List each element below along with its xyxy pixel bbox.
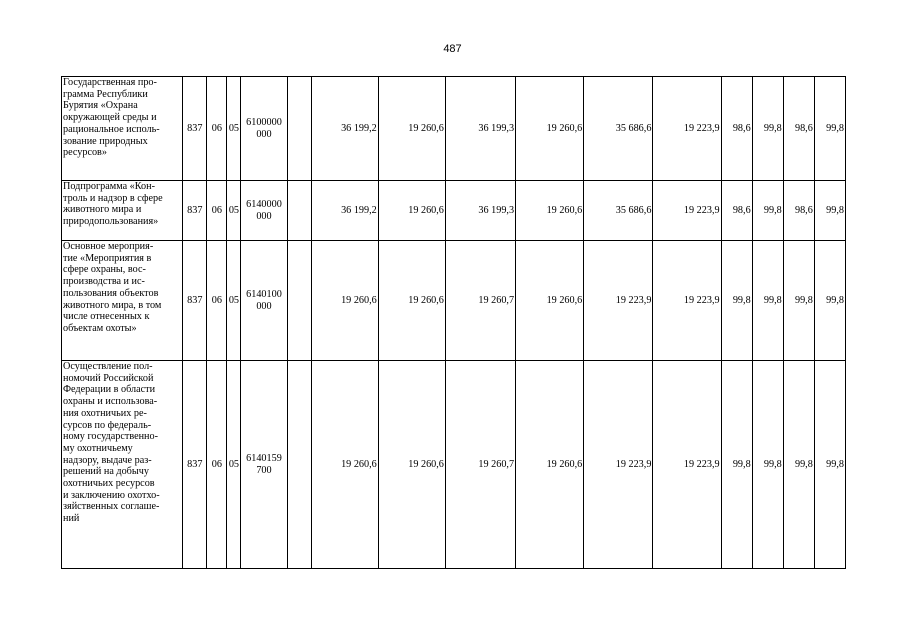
- row-name-line: животного мира и: [63, 204, 142, 216]
- row-name-line: охраны и использова-: [63, 396, 158, 408]
- page-number: 487: [443, 43, 462, 55]
- rz-code: 06: [207, 181, 227, 241]
- table-row: [62, 361, 846, 569]
- row-name-line: му охотничьему: [63, 442, 133, 454]
- percent-cell: 99,8: [814, 361, 845, 569]
- row-name-line: ресурсов»: [63, 147, 107, 159]
- row-name-line: числе отнесенных к: [63, 311, 150, 323]
- row-name: [62, 361, 183, 569]
- row-name-line: объектам охоты»: [63, 322, 137, 334]
- grbs-code: 837: [183, 241, 207, 361]
- percent-cell: 99,8: [752, 181, 783, 241]
- value-cell: 36 199,2: [311, 181, 378, 241]
- value-cell: 35 686,6: [584, 77, 653, 181]
- value-cell: 19 223,9: [653, 181, 721, 241]
- row-name-line: троль и надзор в сфере: [63, 192, 163, 204]
- vr-code: [287, 77, 311, 181]
- value-cell: 19 260,6: [516, 77, 584, 181]
- row-name-line: Основное мероприя-: [63, 241, 154, 252]
- row-name-line: сурсов по федераль-: [63, 419, 152, 431]
- row-name-line: ному государственно-: [63, 431, 158, 443]
- row-name: [62, 241, 183, 361]
- row-name-line: Осуществление пол-: [63, 361, 153, 372]
- value-cell: 19 260,6: [378, 361, 445, 569]
- tsr-code-line: 6100000: [246, 116, 282, 128]
- row-name: [62, 77, 183, 181]
- tsr-code-line: 6140000: [246, 198, 282, 210]
- value-cell: 19 260,7: [445, 241, 515, 361]
- row-name-line: тие «Мероприятия в: [63, 252, 152, 264]
- table-body: [62, 77, 846, 569]
- row-name-line: и заключению охотхо-: [63, 489, 160, 501]
- value-cell: 36 199,3: [445, 181, 515, 241]
- value-cell: 19 260,6: [378, 77, 445, 181]
- percent-cell: 98,6: [783, 77, 814, 181]
- value-cell: 19 260,6: [311, 241, 378, 361]
- tsr-code: [241, 241, 287, 361]
- percent-cell: 98,6: [783, 181, 814, 241]
- row-name-line: охотничьих ресурсов: [63, 478, 155, 490]
- tsr-code-line: 6140100: [246, 288, 282, 300]
- value-cell: 19 260,6: [516, 361, 584, 569]
- row-name-line: ния охотничьих ре-: [63, 407, 147, 419]
- value-cell: 19 223,9: [584, 241, 653, 361]
- percent-cell: 99,8: [721, 361, 752, 569]
- value-cell: 19 260,6: [516, 241, 584, 361]
- row-name-line: зование природных: [63, 135, 148, 147]
- row-name-line: ний: [63, 513, 80, 525]
- row-name-line: Бурятия «Охрана: [63, 100, 138, 112]
- row-name-line: надзору, выдаче раз-: [63, 454, 152, 466]
- row-name-line: животного мира, в том: [63, 299, 162, 311]
- value-cell: 19 223,9: [584, 361, 653, 569]
- row-name-line: природопользования»: [63, 216, 159, 228]
- row-name-line: Подпрограмма «Кон-: [63, 181, 155, 192]
- value-cell: 19 223,9: [653, 241, 721, 361]
- grbs-code: 837: [183, 181, 207, 241]
- tsr-code: [241, 361, 287, 569]
- rz-code: 06: [207, 241, 227, 361]
- row-name-line: грамма Республики: [63, 88, 148, 100]
- row-name: [62, 181, 183, 241]
- percent-cell: 99,8: [783, 241, 814, 361]
- value-cell: 19 260,6: [311, 361, 378, 569]
- vr-code: [287, 181, 311, 241]
- percent-cell: 99,8: [752, 241, 783, 361]
- pr-code: 05: [227, 241, 241, 361]
- row-name-line: решений на добычу: [63, 466, 149, 478]
- row-name-line: пользования объектов: [63, 287, 159, 299]
- row-name-line: окружающей среды и: [63, 112, 157, 124]
- value-cell: 35 686,6: [584, 181, 653, 241]
- row-name-line: Федерации в области: [63, 384, 156, 396]
- percent-cell: 98,6: [721, 181, 752, 241]
- value-cell: 19 223,9: [653, 77, 721, 181]
- percent-cell: 98,6: [721, 77, 752, 181]
- percent-cell: 99,8: [752, 361, 783, 569]
- percent-cell: 99,8: [814, 77, 845, 181]
- table-row: [62, 241, 846, 361]
- budget-table: [61, 76, 846, 569]
- value-cell: 19 260,6: [378, 241, 445, 361]
- value-cell: 36 199,3: [445, 77, 515, 181]
- vr-code: [287, 361, 311, 569]
- grbs-code: 837: [183, 77, 207, 181]
- percent-cell: 99,8: [752, 77, 783, 181]
- row-name-line: Государственная про-: [63, 77, 157, 88]
- row-name-line: рациональное исполь-: [63, 123, 160, 135]
- row-name-line: номочий Российской: [63, 372, 154, 384]
- tsr-code-line: 000: [256, 300, 272, 312]
- value-cell: 19 260,6: [378, 181, 445, 241]
- rz-code: 06: [207, 361, 227, 569]
- tsr-code: [241, 181, 287, 241]
- vr-code: [287, 241, 311, 361]
- rz-code: 06: [207, 77, 227, 181]
- tsr-code-line: 000: [256, 210, 272, 222]
- value-cell: 19 260,6: [516, 181, 584, 241]
- grbs-code: 837: [183, 361, 207, 569]
- percent-cell: 99,8: [783, 361, 814, 569]
- percent-cell: 99,8: [814, 241, 845, 361]
- tsr-code-line: 700: [256, 464, 272, 476]
- table-row: [62, 181, 846, 241]
- value-cell: 19 223,9: [653, 361, 721, 569]
- pr-code: 05: [227, 77, 241, 181]
- pr-code: 05: [227, 361, 241, 569]
- tsr-code-line: 000: [256, 128, 272, 140]
- percent-cell: 99,8: [814, 181, 845, 241]
- row-name-line: зяйственных соглаше-: [63, 501, 160, 513]
- tsr-code-line: 6140159: [246, 452, 282, 464]
- row-name-line: производства и ис-: [63, 276, 145, 288]
- table-row: [62, 77, 846, 181]
- value-cell: 36 199,2: [311, 77, 378, 181]
- pr-code: 05: [227, 181, 241, 241]
- value-cell: 19 260,7: [445, 361, 515, 569]
- percent-cell: 99,8: [721, 241, 752, 361]
- tsr-code: [241, 77, 287, 181]
- row-name-line: сфере охраны, вос-: [63, 264, 146, 276]
